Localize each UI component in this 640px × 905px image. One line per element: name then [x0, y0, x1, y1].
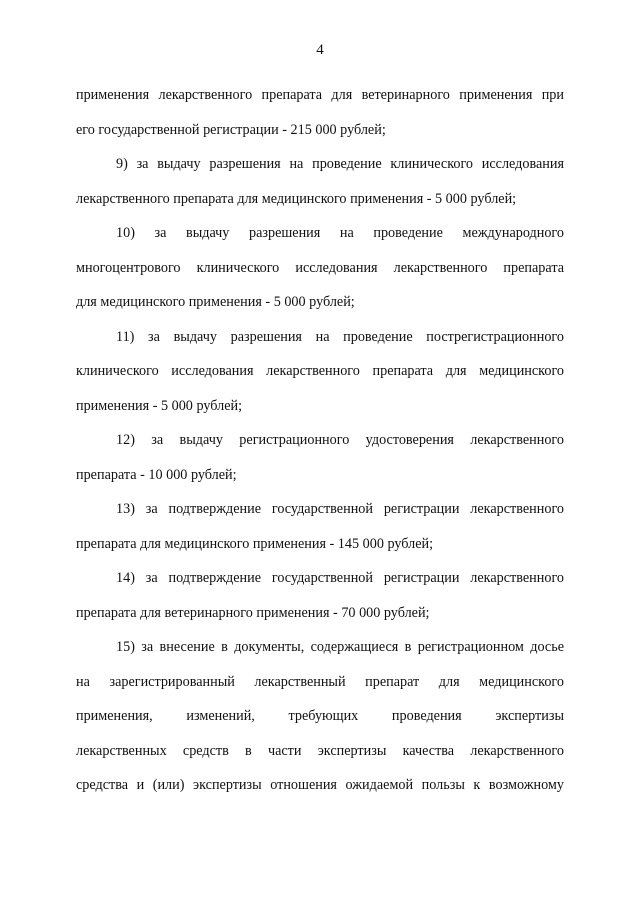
text-line: для медицинского применения - 5 000 рублей; [76, 294, 355, 310]
text-line: 9) за выдачу разрешения на проведение клинического исследования [116, 156, 564, 172]
paragraph [76, 423, 564, 492]
paragraph [76, 561, 564, 630]
text-line: на зарегистрированный лекарственный препарат для медицинского [76, 673, 564, 690]
text-line: средства и (или) экспертизы отношения ожидаемой пользы к возможному [76, 777, 564, 793]
paragraph [76, 147, 564, 216]
text-line: применения - 5 000 рублей; [76, 397, 243, 414]
text-line: препарата для ветеринарного применения - 70 000 рублей; [76, 604, 430, 621]
text-line: 14) за подтверждение государственной регистрации лекарственного [116, 570, 564, 586]
paragraph [76, 78, 564, 147]
paragraph [76, 320, 564, 424]
text-line: препарата для медицинского применения - 145 000 рублей; [76, 535, 434, 552]
paragraph [76, 492, 564, 561]
text-line: применения, изменений, требующих проведения экспертизы [76, 708, 564, 724]
text-line: 12) за выдачу регистрационного удостоверения лекарственного [116, 432, 564, 448]
text-line: 13) за подтверждение государственной регистрации лекарственного [116, 501, 564, 517]
paragraph [76, 216, 564, 320]
text-line: 10) за выдачу разрешения на проведение международного [116, 225, 564, 241]
text-line: лекарственного препарата для медицинского применения - 5 000 рублей; [76, 190, 517, 207]
document-body [76, 78, 564, 803]
page-number: 4 [316, 42, 324, 58]
text-line: препарата - 10 000 рублей; [76, 466, 237, 483]
text-line: 11) за выдачу разрешения на проведение пострегистрационного [116, 328, 564, 345]
text-line: применения лекарственного препарата для ветеринарного применения при [76, 87, 564, 103]
paragraph [76, 630, 564, 803]
text-line: его государственной регистрации - 215 000 рублей; [76, 121, 386, 138]
text-line: многоцентрового клинического исследования лекарственного препарата [76, 259, 564, 276]
text-line: клинического исследования лекарственного препарата для медицинского [76, 363, 564, 379]
text-line: лекарственных средств в части экспертизы качества лекарственного [76, 742, 564, 759]
text-line: 15) за внесение в документы, содержащиеся в регистрационном досье [116, 639, 564, 655]
